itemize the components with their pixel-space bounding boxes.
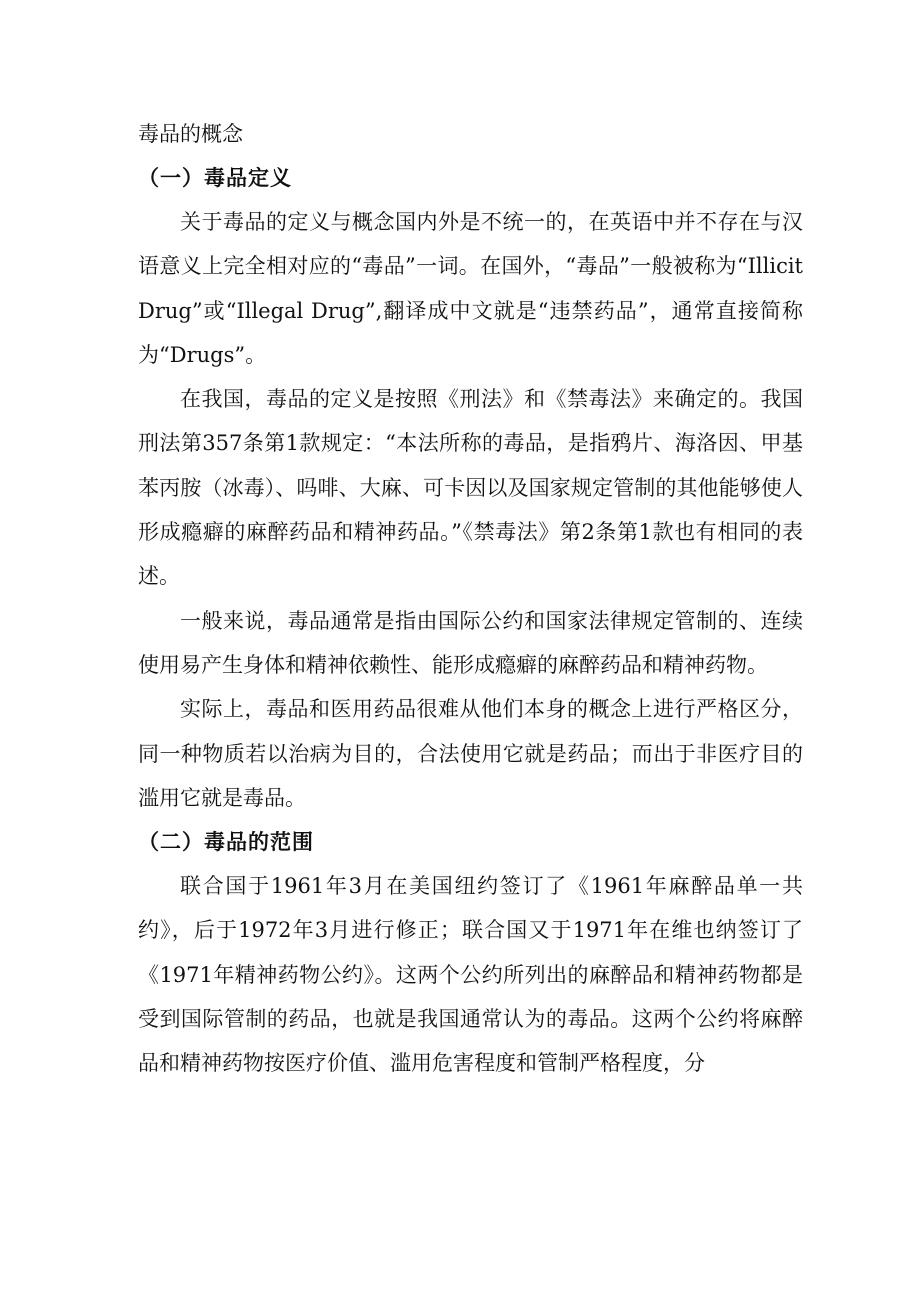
paragraph-definition-2: 在我国，毒品的定义是按照《刑法》和《禁毒法》来确定的。我国刑法第357条第1款规定：“本法所称的毒品，是指鸦片、海洛因、甲基苯丙胺（冰毒）、吗啡、大麻、可卡因以及国家规定管制的其他能够使人形成瘾癖的麻醉药品和精神药品。”《禁毒法》第2条第1款也有相同的表述。 xyxy=(138,387,803,589)
document-page xyxy=(138,112,803,1086)
section-heading-definition: （一）毒品定义 xyxy=(138,165,292,190)
paragraph-definition-1: 关于毒品的定义与概念国内外是不统一的，在英语中并不存在与汉语意义上完全相对应的“毒品”一词。在国外，“毒品”一般被称为“Illicit Drug”或“Illegal Drug”,翻译成中文就是“违禁药品”，通常直接简称为“Drugs”。 xyxy=(138,210,803,367)
paragraph-definition-4: 实际上，毒品和医用药品很难从他们本身的概念上进行严格区分，同一种物质若以治病为目的，合法使用它就是药品；而出于非医疗目的滥用它就是毒品。 xyxy=(138,697,803,810)
paragraph-definition-3: 一般来说，毒品通常是指由国际公约和国家法律规定管制的、连续使用易产生身体和精神依赖性、能形成瘾癖的麻醉药品和精神药物。 xyxy=(138,608,803,677)
section-definition xyxy=(138,156,803,820)
document-title: 毒品的概念 xyxy=(138,122,243,146)
paragraph-scope-1: 联合国于1961年3月在美国纽约签订了《1961年麻醉品单一共约》，后于1972年3月进行修正；联合国又于1971年在维也纳签订了《1971年精神药物公约》。这两个公约所列出的麻醉品和精神药物都是受到国际管制的药品，也就是我国通常认为的毒品。这两个公约将麻醉品和精神药物按医疗价值、滥用危害程度和管制严格程度，分 xyxy=(138,874,803,1076)
section-heading-scope: （二）毒品的范围 xyxy=(138,829,314,855)
section-scope xyxy=(138,820,803,1085)
